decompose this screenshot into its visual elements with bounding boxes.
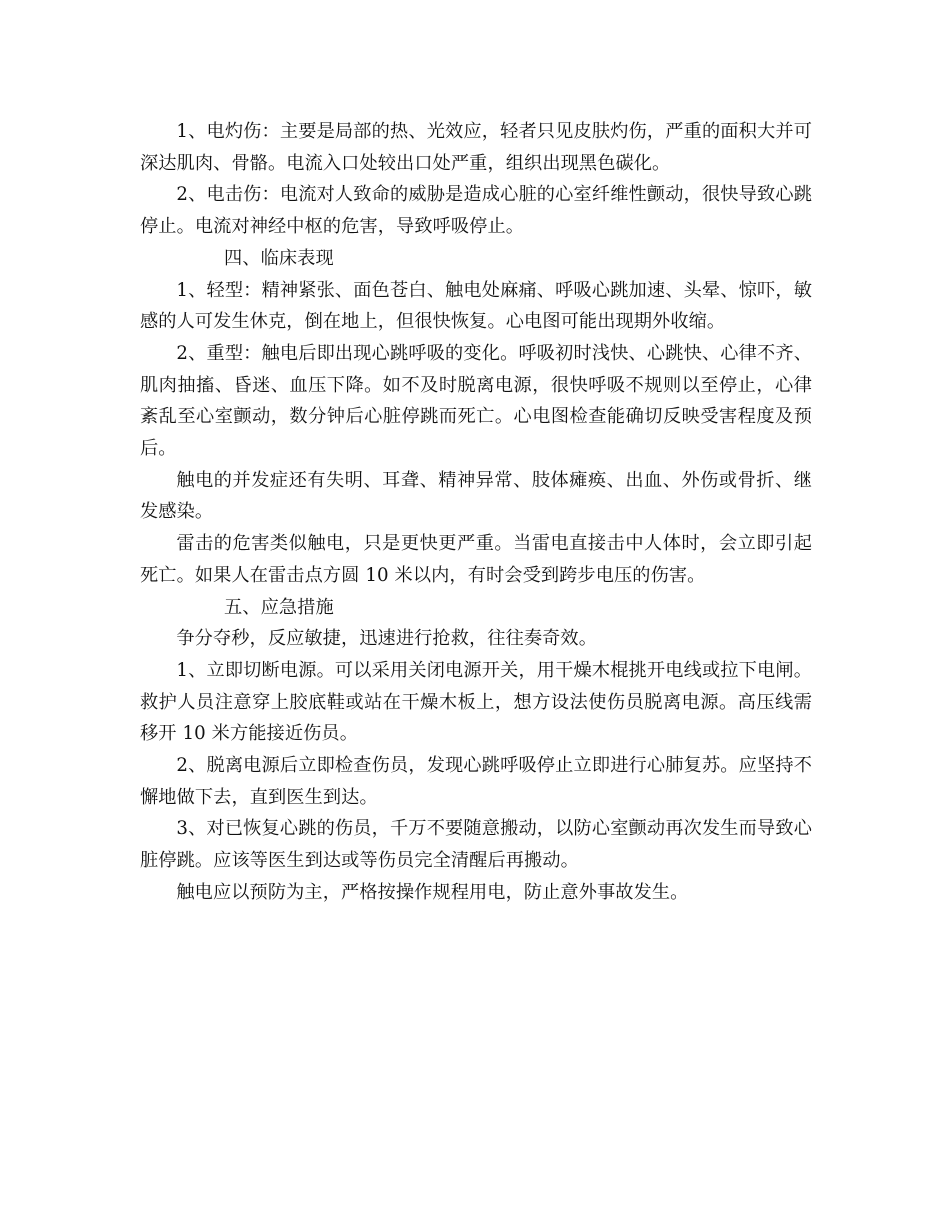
- section-heading-emergency: 五、应急措施: [224, 596, 334, 618]
- paragraph-lightning: 雷击的危害类似触电，只是更快更严重。当雷电直接击中人体时，会立即引起死亡。如果人在雷击点方圆 10 米以内，有时会受到跨步电压的伤害。: [140, 533, 812, 586]
- document-body: [140, 116, 812, 909]
- paragraph-do-not-move: 3、对已恢复心跳的伤员，千万不要随意搬动，以防心室颤动再次发生而导致心脏停跳。应该等医生到达或等伤员完全清醒后再搬动。: [140, 818, 812, 872]
- paragraph-complications: 触电的并发症还有失明、耳聋、精神异常、肢体瘫痪、出血、外伤或骨折、继发感染。: [140, 469, 812, 523]
- paragraph-mild-type: 1、轻型：精神紧张、面色苍白、触电处麻痛、呼吸心跳加速、头晕、惊吓，敏感的人可发生休克，倒在地上，但很快恢复。心电图可能出现期外收缩。: [140, 279, 812, 333]
- paragraph-electric-burn: 1、电灼伤：主要是局部的热、光效应，轻者只见皮肤灼伤，严重的面积大并可深达肌肉、骨骼。电流入口处较出口处严重，组织出现黑色碳化。: [140, 121, 812, 174]
- paragraph-electric-shock: 2、电击伤：电流对人致命的威胁是造成心脏的心室纤维性颤动，很快导致心跳停止。电流对神经中枢的危害，导致呼吸停止。: [140, 184, 812, 238]
- paragraph-prevention: 触电应以预防为主，严格按操作规程用电，防止意外事故发生。: [176, 881, 689, 903]
- paragraph-severe-type: 2、重型：触电后即出现心跳呼吸的变化。呼吸初时浅快、心跳快、心律不齐、肌肉抽搐、昏迷、血压下降。如不及时脱离电源，很快呼吸不规则以至停止，心律紊乱至心室颤动，数分钟后心脏停跳而死亡。心电图检查能确切反映受害程度及预后。: [140, 342, 812, 460]
- section-heading-clinical: 四、临床表现: [224, 247, 334, 269]
- paragraph-race-against-time: 争分夺秒，反应敏捷，迅速进行抢救，往往奏奇效。: [176, 628, 598, 650]
- paragraph-cut-power: 1、立即切断电源。可以采用关闭电源开关，用干燥木棍挑开电线或拉下电闸。救护人员注意穿上胶底鞋或站在干燥木板上，想方设法使伤员脱离电源。高压线需移开 10 米方能接近伤员。: [140, 659, 812, 745]
- paragraph-check-victim: 2、脱离电源后立即检查伤员，发现心跳呼吸停止立即进行心肺复苏。应坚持不懈地做下去，直到医生到达。: [140, 755, 812, 808]
